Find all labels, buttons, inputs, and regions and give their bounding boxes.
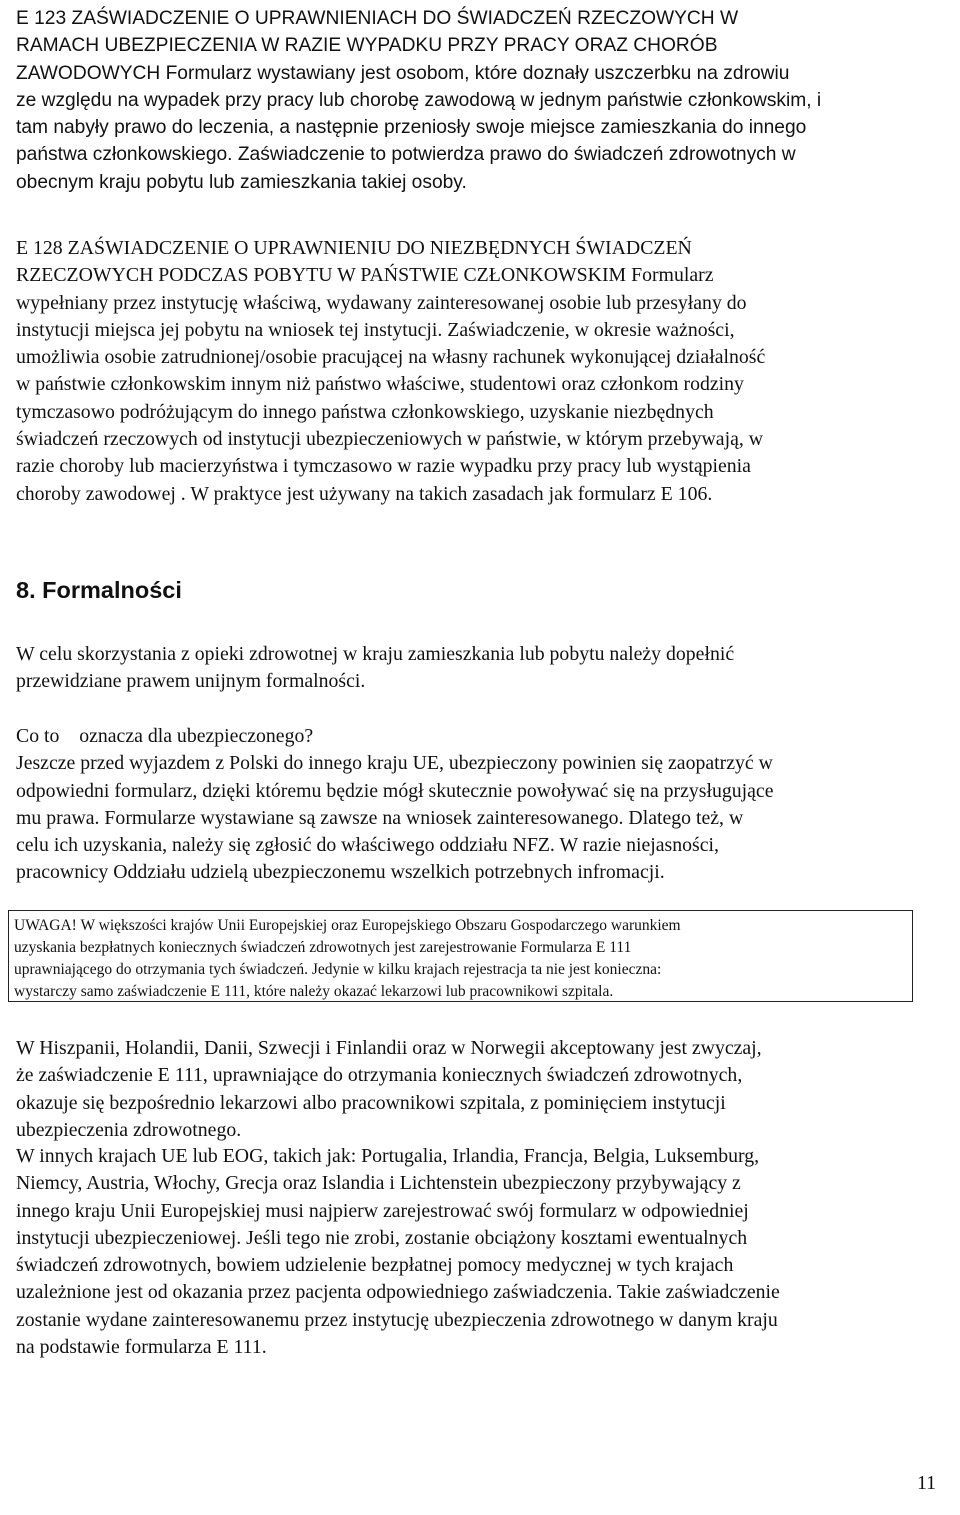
text-line: świadczeń zdrowotnych, bowiem udzielenie bezpłatnej pomocy medycznej w tych krajach (16, 1254, 734, 1277)
text-line: że zaświadczenie E 111, uprawniające do otrzymania koniecznych świadczeń zdrowotnych, (16, 1064, 743, 1087)
intro-paragraph (16, 641, 946, 696)
text-line: uprawniającego do otrzymania tych świadczeń. Jedynie w kilku krajach rejestracja ta nie jest konieczna: (14, 961, 662, 978)
text-line: wystarczy samo zaświadczenie E 111, które należy okazać lekarzowi lub pracownikowi szpitala. (14, 983, 614, 1000)
text-line: umożliwia osobie zatrudnionej/osobie pracującej na własny rachunek wykonującej działalność (16, 346, 766, 369)
text-line: Jeszcze przed wyjazdem z Polski do innego kraju UE, ubezpieczony powinien się zaopatrzyć w (16, 752, 773, 775)
text-line: E 123 ZAŚWIADCZENIE O UPRAWNIENIACH DO ŚWIADCZEŃ RZECZOWYCH W (16, 8, 739, 29)
text-line: okazuje się bezpośrednio lekarzowi albo pracownikowi szpitala, z pominięciem instytucji (16, 1091, 726, 1114)
text-line: instytucji miejsca jej pobytu na wniosek tej instytucji. Zaświadczenie, w okresie ważności, (16, 318, 735, 341)
warning-text (14, 915, 907, 1003)
text-line: przewidziane prawem unijnym formalności. (16, 670, 366, 693)
e128-paragraph (16, 235, 946, 508)
text-line: zostanie wydane zainteresowanemu przez instytucję ubezpieczenia zdrowotnego w danym kraju (16, 1308, 778, 1331)
text-line: uzyskania bezpłatnych koniecznych świadczeń zdrowotnych jest zarejestrowanie Formularza E 111 (14, 939, 632, 956)
section-heading (16, 574, 182, 606)
text-line: wypełniany przez instytucję właściwą, wydawany zainteresowanej osobie lub przesyłany do (16, 291, 747, 314)
text-line: razie choroby lub macierzyństwa i tymczasowo w razie wypadku przy pracy lub wystąpienia (16, 455, 751, 478)
question-paragraph (16, 723, 946, 887)
text-line: uzależnione jest od okazania przez pacjenta odpowiedniego zaświadczenia. Takie zaświadczenie (16, 1281, 780, 1304)
text-line: W Hiszpanii, Holandii, Danii, Szwecji i Finlandii oraz w Norwegii akceptowany jest zwyczaj, (16, 1037, 762, 1059)
text-line: ubezpieczenia zdrowotnego. (16, 1118, 242, 1141)
page-number: 11 (916, 1472, 936, 1494)
text-line: ze względu na wypadek przy pracy lub chorobę zawodową w jednym państwie członkowskim, i (16, 89, 822, 111)
section-title: Formalności (42, 577, 182, 603)
text-line: RAMACH UBEZPIECZENIA W RAZIE WYPADKU PRZY PRACY ORAZ CHORÓB (16, 35, 718, 57)
text-line: odpowiedni formularz, dzięki któremu będzie mógł skutecznie powoływać się na przysługujące (16, 779, 774, 802)
text-line: pracownicy Oddziału udzielą ubezpieczonemu wszelkich potrzebnych infromacji. (16, 861, 665, 884)
text-line: E 128 ZAŚWIADCZENIE O UPRAWNIENIU DO NIEZBĘDNYCH ŚWIADCZEŃ (16, 237, 692, 259)
section-number: 8. (16, 577, 36, 603)
text-line: Co to oznacza dla ubezpieczonego? (16, 725, 314, 747)
text-line: obecnym kraju pobytu lub zamieszkania takiej osoby. (16, 171, 467, 193)
text-line: mu prawa. Formularze wystawiane są zawsze na wniosek zainteresowanego. Dlatego też, w (16, 806, 744, 829)
text-line: tam nabyły prawo do leczenia, a następnie przeniosły swoje miejsce zamieszkania do innego (16, 117, 807, 139)
warning-box (8, 910, 913, 1002)
text-line: państwa członkowskiego. Zaświadczenie to potwierdza prawo do świadczeń zdrowotnych w (16, 144, 796, 166)
e123-paragraph (16, 5, 946, 196)
text-line: celu ich uzyskania, należy się zgłosić do właściwego oddziału NFZ. W razie niejasności, (16, 834, 719, 857)
text-line: innego kraju Unii Europejskiej musi najpierw zarejestrować swój formularz w odpowiedniej (16, 1199, 749, 1222)
text-line: instytucji ubezpieczeniowej. Jeśli tego nie zrobi, zostanie obciążony kosztami ewentualnych (16, 1226, 748, 1249)
text-line: na podstawie formularza E 111. (16, 1336, 267, 1359)
text-line: W celu skorzystania z opieki zdrowotnej w kraju zamieszkania lub pobytu należy dopełnić (16, 643, 735, 665)
countries-paragraph-1 (16, 1035, 946, 1144)
text-line: Niemcy, Austria, Włochy, Grecja oraz Islandia i Lichtenstein ubezpieczony przybywający z (16, 1172, 741, 1195)
text-line: UWAGA! W większości krajów Unii Europejskiej oraz Europejskiego Obszaru Gospodarczego warunkiem (14, 917, 681, 934)
text-line: ZAWODOWYCH Formularz wystawiany jest osobom, które doznały uszczerbku na zdrowiu (16, 62, 790, 84)
countries-paragraph-2 (16, 1143, 946, 1361)
text-line: RZECZOWYCH PODCZAS POBYTU W PAŃSTWIE CZŁONKOWSKIM Formularz (16, 264, 714, 287)
text-line: świadczeń rzeczowych od instytucji ubezpieczeniowych w państwie, w którym przebywają, w (16, 428, 764, 451)
text-line: tymczasowo podróżującym do innego państwa członkowskiego, uzyskanie niezbędnych (16, 400, 714, 423)
text-line: W innych krajach UE lub EOG, takich jak: Portugalia, Irlandia, Francja, Belgia, Luksemburg, (16, 1145, 760, 1167)
text-line: choroby zawodowej . W praktyce jest używany na takich zasadach jak formularz E 106. (16, 482, 713, 505)
text-line: w państwie członkowskim innym niż państwo właściwe, studentowi oraz członkom rodziny (16, 373, 744, 396)
